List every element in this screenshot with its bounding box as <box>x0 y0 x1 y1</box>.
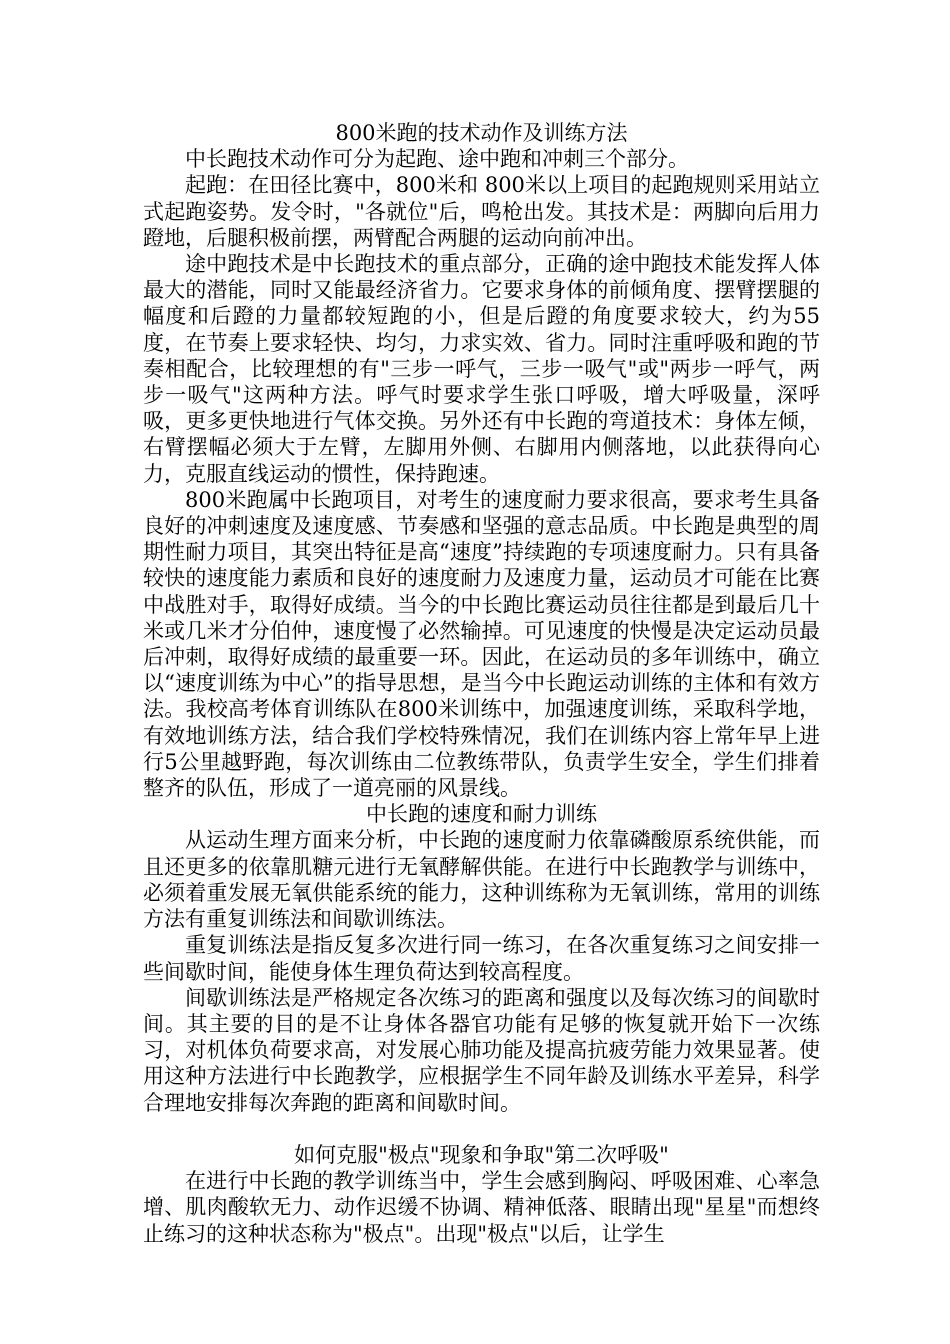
paragraph-interval-training: 间歇训练法是严格规定各次练习的距离和强度以及每次练习的间歇时间。其主要的目的是不让身体各器官功能有足够的恢复就开始下一次练习，对机体负荷要求高，对发展心肺功能及提高抗疲劳能力效果显著。使用这种方法进行中长跑教学，应根据学生不同年龄及训练水平差异，科学合理地安排每次奔跑的距离和间歇时间。 <box>143 985 820 1115</box>
paragraph-start-technique: 起跑：在田径比赛中，800米和 800米以上项目的起跑规则采用站立式起跑姿势。发令时，"各就位"后，鸣枪出发。其技术是：两脚向后用力蹬地，后腿积极前摆，两臂配合两腿的运动向前冲出。 <box>143 173 820 250</box>
section-heading-speed-endurance: 中长跑的速度和耐力训练 <box>366 802 597 827</box>
paragraph-intro: 中长跑技术动作可分为起跑、途中跑和冲刺三个部分。 <box>185 147 689 172</box>
document-title: 800米跑的技术动作及训练方法 <box>335 121 628 145</box>
paragraph-repetition-training: 重复训练法是指反复多次进行同一练习，在各次重复练习之间安排一些间歇时间，能使身体生理负荷达到较高程度。 <box>143 933 820 984</box>
section-spacer <box>143 1116 820 1142</box>
paragraph-800m-training: 800米跑属中长跑项目，对考生的速度耐力要求很高，要求考生具备良好的冲刺速度及速度感、节奏感和坚强的意志品质。中长跑是典型的周期性耐力项目，其突出特征是高“速度”持续跑的专项速度耐力。只有具备较快的速度能力素质和良好的速度耐力及速度力量，运动员才可能在比赛中战胜对手，取得好成绩。当今的中长跑比赛运动员往往都是到最后几十米或几米才分伯仲，速度慢了必然输掉。可见速度的快慢是决定运动员最后冲刺，取得好成绩的最重要一环。因此，在运动员的多年训练中，确立以“速度训练为中心”的指导思想，是当今中长跑运动训练的主体和有效方法。我校高考体育训练队在800米训练中，加强速度训练，采取科学地，有效地训练方法，结合我们学校特殊情况，我们在训练内容上常年早上进行5公里越野跑，每次训练由二位教练带队，负责学生安全，学生们排着整齐的队伍，形成了一道亮丽的风景线。 <box>143 487 820 801</box>
paragraph-midrace-technique: 途中跑技术是中长跑技术的重点部分，正确的途中跑技术能发挥人体最大的潜能，同时又能最经济省力。它要求身体的前倾角度、摆臂摆腿的幅度和后蹬的力量都较短跑的小，但是后蹬的角度要求较大，约为55度，在节奏上要求轻快、均匀，力求实效、省力。同时注重呼吸和跑的节奏相配合，比较理想的有"三步一呼气，三步一吸气"或"两步一呼气，两步一吸气"这两种方法。呼气时要求学生张口呼吸，增大呼吸量，深呼吸，更多更快地进行气体交换。另外还有中长跑的弯道技术：身体左倾，右臂摆幅必须大于左臂，左脚用外侧、右脚用内侧落地，以此获得向心力，克服直线运动的惯性，保持跑速。 <box>143 252 820 486</box>
paragraph-physiology: 从运动生理方面来分析，中长跑的速度耐力依靠磷酸原系统供能，而且还更多的依靠肌糖元进行无氧酵解供能。在进行中长跑教学与训练中，必须着重发展无氧供能系统的能力，这种训练称为无氧训练，常用的训练方法有重复训练法和间歇训练法。 <box>143 828 820 932</box>
paragraph-dead-point: 在进行中长跑的教学训练当中，学生会感到胸闷、呼吸困难、心率急增、肌肉酸软无力、动作迟缓不协调、精神低落、眼睛出现"星星"而想终止练习的这种状态称为"极点"。出现"极点"以后，让学生 <box>143 1169 820 1246</box>
document-body <box>143 120 820 1247</box>
section-heading-dead-point: 如何克服"极点"现象和争取"第二次呼吸" <box>294 1142 669 1167</box>
